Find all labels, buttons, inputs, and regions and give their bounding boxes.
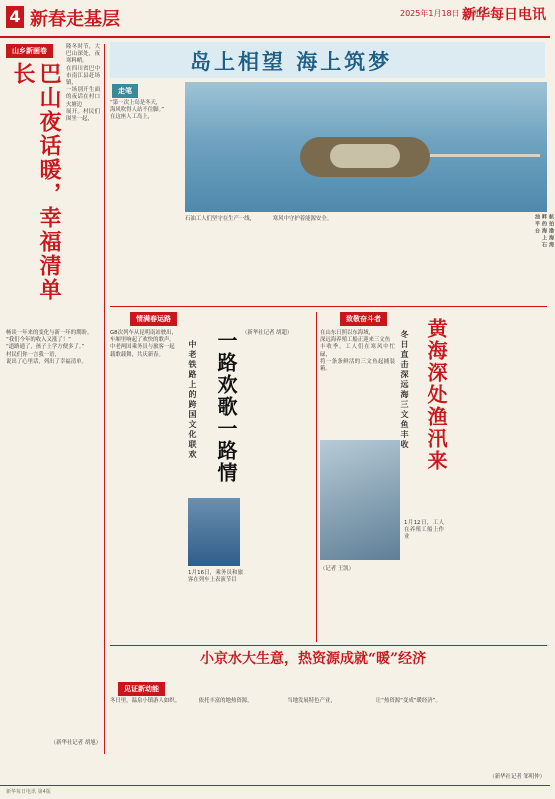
middle-right-credit: （记者 王凯） bbox=[320, 566, 355, 572]
middle-left-tag: 情满春运路 bbox=[130, 312, 177, 326]
top-story-caption: 航拍渤海湾畔的海上石油平台 bbox=[534, 214, 554, 249]
middle-right-subhead: 冬日直击深远海三文鱼丰收 bbox=[400, 330, 410, 450]
middle-right-tag: 致敬奋斗者 bbox=[340, 312, 387, 326]
top-story-body: 石油工人们坚守在生产一线， 寒风中守护着能源安全。 bbox=[185, 216, 333, 222]
left-story-body: 畅谈一年来的变化与新一年的期盼。 “我们今年的收入又涨了！” “道路通了，孩子上学方便多了。” 村民们你一言我一语， 说出了心里话，列出了幸福清单。 bbox=[6, 330, 93, 365]
section-rule bbox=[110, 645, 547, 646]
middle-right-headline: 黄海深处渔汛来 bbox=[424, 318, 448, 472]
middle-left-caption: 1月16日，乘务员和旅客在列车上表演节目 bbox=[188, 570, 243, 584]
island-aerial-photo bbox=[185, 82, 547, 212]
page-number: 4 bbox=[6, 6, 24, 28]
column-divider bbox=[316, 312, 317, 642]
middle-right-body: 在山东日照以东海域， 深远海养殖工船正迎来三文鱼 丰收季。工人们在寒风中忙碌， 将一条条鲜活的三文鱼起捕装箱。 bbox=[320, 330, 395, 373]
middle-left-body: G8次列车从昆明南站驶出， 车厢里响起了欢快的歌声。 中老两国乘务员与旅客一起 载歌载舞，共庆新春。 bbox=[110, 330, 177, 358]
left-story-credit: （新华社记者 胡旭） bbox=[50, 740, 101, 746]
section-title: 新春走基层 bbox=[30, 9, 120, 30]
section-rule bbox=[110, 306, 547, 307]
bottom-story-tag: 见证新动能 bbox=[118, 682, 165, 696]
paper-name: 新华每日电讯 bbox=[462, 7, 546, 23]
top-story-headline: 岛上相望 海上筑梦 bbox=[190, 49, 393, 74]
left-story-headline: 巴山夜话暖，幸福清单长 bbox=[10, 62, 62, 302]
causeway bbox=[430, 154, 540, 157]
footer-text: 新华每日电讯 第4版 bbox=[6, 789, 51, 795]
left-story-tag: 山乡新画卷 bbox=[6, 44, 53, 58]
middle-left-photo bbox=[188, 498, 240, 566]
column-divider bbox=[104, 44, 105, 754]
middle-left-body-2: （新华社记者 胡超） bbox=[242, 330, 293, 336]
bottom-story-body: 冬日里，温泉小镇游人如织。 依托丰富的地热资源， 当地发展特色产业， 让“热资源”变成“暖经济”。 bbox=[110, 698, 441, 704]
bottom-story-credit: （新华社记者 邹明仲） bbox=[489, 774, 545, 780]
right-column-text bbox=[452, 312, 544, 632]
page-footer bbox=[0, 785, 550, 799]
middle-left-subhead: 中老铁路上的跨国文化联欢 bbox=[188, 340, 198, 460]
island-platform bbox=[330, 144, 400, 168]
bottom-story-headline: 小京水大生意，热资源成就“暖”经济 bbox=[200, 651, 427, 667]
middle-right-caption: 1月12日，工人在养殖工船上作业 bbox=[404, 520, 444, 541]
left-story-body-top: 隆冬时节，大巴山深处，夜寒料峭。 在四川省巴中市南江县赶场镇， 一场别开生面的夜话在村口火塘边 展开。村民们围坐一起， bbox=[66, 44, 100, 123]
top-story-tag: 走笔 bbox=[112, 84, 138, 98]
issue-date: 2025年1月18日 星期六 bbox=[400, 9, 487, 18]
middle-right-photo bbox=[320, 440, 400, 560]
middle-left-headline: 一路欢歌一路情 bbox=[214, 330, 238, 484]
top-story-lead: “第一次上岛是冬天， 海风吹得人站不住脚。” 在这座人工岛上， bbox=[110, 100, 164, 121]
